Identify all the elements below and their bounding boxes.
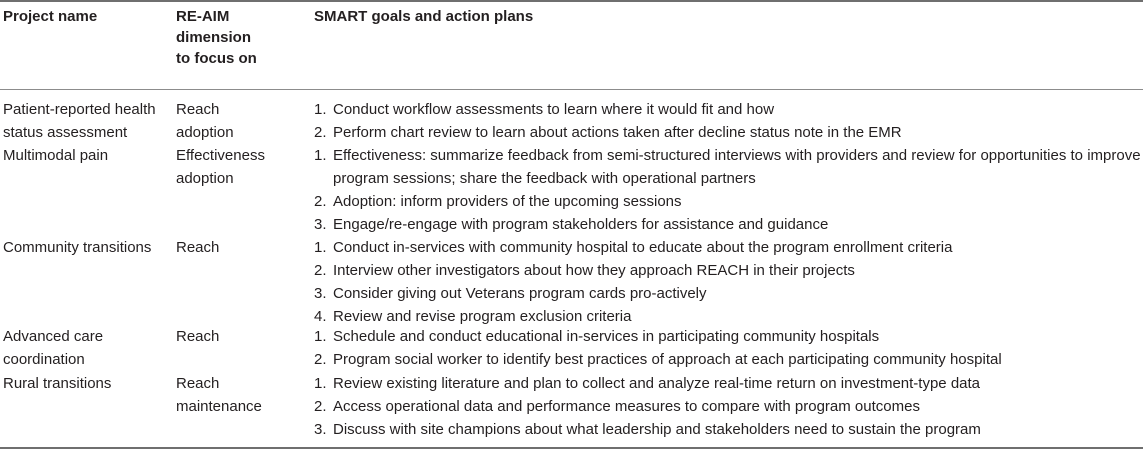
goal-number: 2. [314,193,327,210]
goal-number: 2. [314,351,327,368]
goal-item [314,395,1140,418]
project-name-line: status assessment [3,124,128,141]
header-divider-rule [0,89,1143,90]
goal-text-line: Schedule and conduct educational in-services in participating community hospitals [333,328,880,345]
goal-number: 3. [314,216,327,233]
reaim-dimension-cell [176,325,296,348]
goal-text-line: Review and revise program exclusion criteria [333,308,632,325]
goal-number: 2. [314,262,327,279]
goal-number: 2. [314,124,327,141]
dimension-line: Effectiveness [176,147,265,164]
dimension-line: maintenance [176,398,262,415]
goal-item [314,213,1140,236]
header-smart-goals: SMART goals and action plans [314,8,534,25]
goal-text-line: Perform chart review to learn about actions taken after decline status note in the EMR [333,124,902,141]
goal-number: 1. [314,239,327,256]
smart-goals-cell [314,325,1140,371]
goal-item [314,236,1140,259]
goal-item [314,190,1140,213]
project-name-line: coordination [3,351,85,368]
goal-text [333,325,1140,348]
goal-text-line: Interview other investigators about how they approach REACH in their projects [333,262,855,279]
dimension-line: adoption [176,124,234,141]
goal-text-line: Program social worker to identify best practices of approach at each participating community hospital [333,351,1002,368]
project-name-line: Rural transitions [3,375,112,392]
table-bottom-rule [0,447,1143,449]
dimension-line: Reach [176,375,220,392]
goal-text-line: Effectiveness: summarize feedback from semi-structured interviews with providers and review for opportunities to improve [333,147,1141,164]
header-dim-line: to focus on [176,50,257,67]
goal-item [314,325,1140,348]
goal-text [333,213,1140,236]
goal-text-line: program sessions; share the feedback with operational partners [333,170,756,187]
project-name-cell [3,372,168,395]
goal-text [333,372,1140,395]
goal-text [333,259,1140,282]
goal-text [333,121,1140,144]
goal-number: 1. [314,147,327,164]
dimension-line: Reach [176,101,220,118]
reaim-dimension-cell [176,236,296,259]
dimension-line: adoption [176,170,234,187]
goal-text-line: Conduct workflow assessments to learn where it would fit and how [333,101,775,118]
reaim-dimension-cell [176,144,296,190]
goal-item [314,259,1140,282]
goal-text-line: Conduct in-services with community hospital to educate about the program enrollment criteria [333,239,953,256]
goal-item [314,348,1140,371]
goal-text [333,236,1140,259]
project-name-cell [3,236,168,259]
project-name-line: Advanced care [3,328,104,345]
goal-text [333,395,1140,418]
header-reaim-dimension [176,6,286,69]
goal-text-line: Engage/re-engage with program stakeholders for assistance and guidance [333,216,829,233]
goal-text-line: Review existing literature and plan to collect and analyze real-time return on investment-type data [333,375,981,392]
smart-goals-cell [314,372,1140,441]
goal-text [333,190,1140,213]
header-dim-line: RE-AIM [176,8,230,25]
goal-text [333,282,1140,305]
goal-text-line: Consider giving out Veterans program cards pro-actively [333,285,707,302]
goal-number: 3. [314,421,327,438]
dimension-line: Reach [176,239,220,256]
goal-item [314,418,1140,441]
project-name-line: Multimodal pain [3,147,109,164]
reaim-dimension-cell [176,98,296,144]
goal-text [333,348,1140,371]
project-name-line: Community transitions [3,239,152,256]
goal-item [314,372,1140,395]
smart-goals-cell [314,98,1140,144]
table-top-rule [0,0,1143,2]
smart-goals-cell [314,236,1140,328]
header-dim-line: dimension [176,29,252,46]
goal-item [314,144,1140,190]
goal-number: 4. [314,308,327,325]
smart-goals-cell [314,144,1140,236]
goal-item [314,282,1140,305]
dimension-line: Reach [176,328,220,345]
goal-number: 1. [314,101,327,118]
goal-text [333,144,1141,190]
goal-number: 1. [314,375,327,392]
goal-item [314,98,1140,121]
goal-text [333,418,1140,441]
header-project-name: Project name [3,8,98,25]
reaim-dimension-cell [176,372,296,418]
project-name-cell [3,98,168,144]
project-name-cell [3,325,168,371]
goal-number: 2. [314,398,327,415]
project-name-cell [3,144,168,167]
goal-item [314,121,1140,144]
goal-text-line: Discuss with site champions about what leadership and stakeholders need to sustain the program [333,421,981,438]
goal-number: 1. [314,328,327,345]
project-name-line: Patient-reported health [3,101,156,118]
goal-text-line: Access operational data and performance measures to compare with program outcomes [333,398,920,415]
goal-text [333,98,1140,121]
goal-number: 3. [314,285,327,302]
goal-text-line: Adoption: inform providers of the upcoming sessions [333,193,682,210]
